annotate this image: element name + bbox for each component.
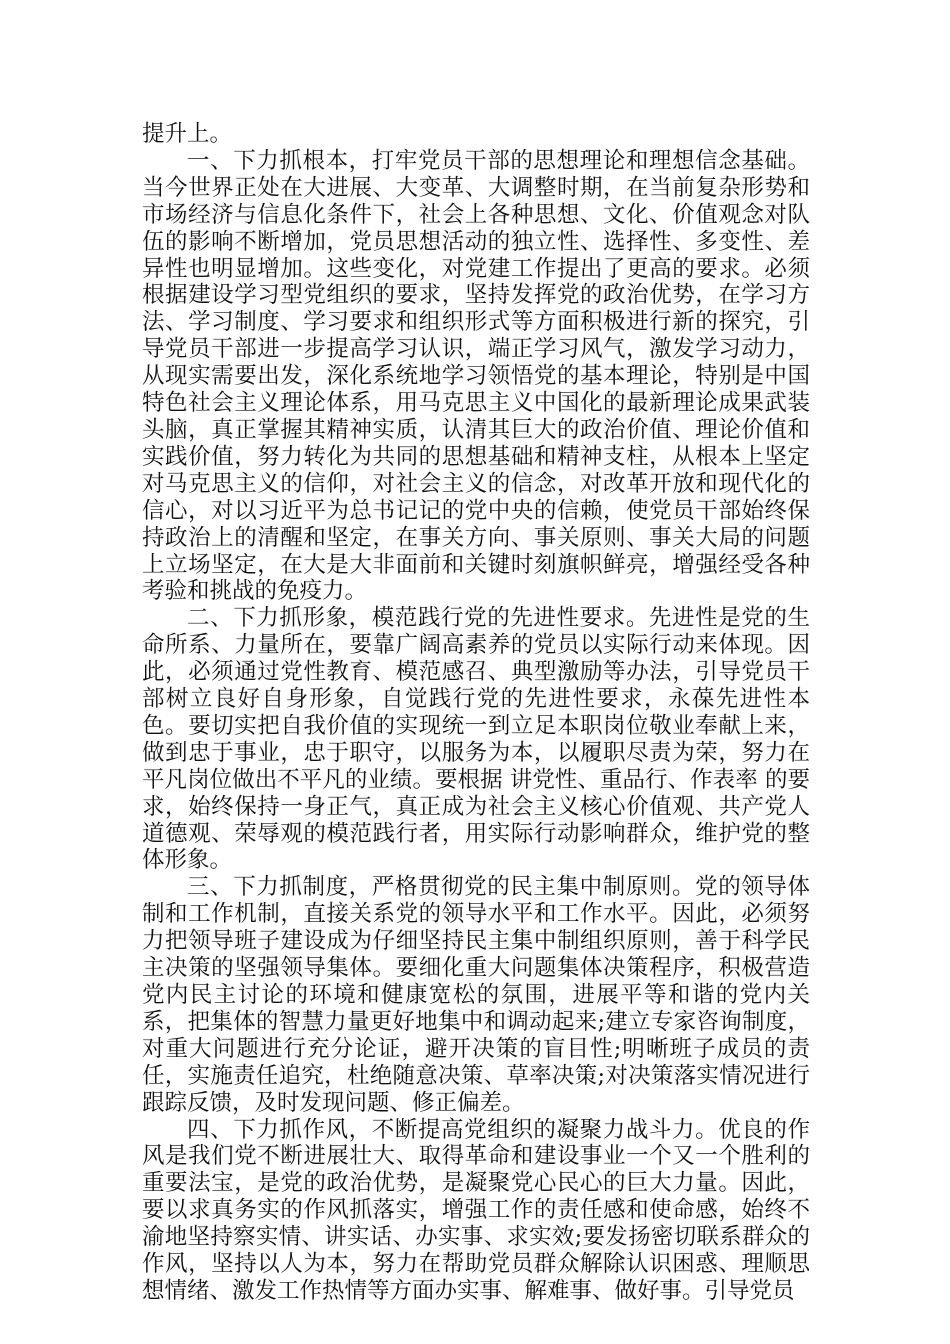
paragraph-section-3: 三、下力抓制度，严格贯彻党的民主集中制原则。党的领导体制和工作机制，直接关系党的领导水平和工作水平。因此，必须努力把领导班子建设成为仔细坚持民主集中制组织原则，善于科学民主决策的坚强领导集体。要细化重大问题集体决策程序，积极营造党内民主讨论的环境和健康宽松的氛围，进展平等和谐的党内关系，把集体的智慧力量更好地集中和调动起来;建立专家咨询制度，对重大问题进行充分论证，避开决策的盲目性;明晰班子成员的责任，实施责任追究，杜绝随意决策、草率决策;对决策落实情况进行跟踪反馈，及时发现问题、修正偏差。	[142, 874, 810, 1116]
paragraph-section-4: 四、下力抓作风，不断提高党组织的凝聚力战斗力。优良的作风是我们党不断进展壮大、取得革命和建设事业一个又一个胜利的重要法宝，是党的政治优势，是凝聚党心民心的巨大力量。因此，要以求真务实的作风抓落实，增强工作的责任感和使命感，始终不渝地坚持察实情、讲实话、办实事、求实效;要发扬密切联系群众的作风，坚持以人为本，努力在帮助党员群众解除认识困惑、理顺思想情绪、激发工作热情等方面办实事、解难事、做好事。引导党员	[142, 1116, 810, 1304]
document-body	[142, 121, 810, 1305]
paragraph-continuation: 提升上。	[142, 121, 233, 147]
paragraph-section-2: 二、下力抓形象，模范践行党的先进性要求。先进性是党的生命所系、力量所在，要靠广阔高素养的党员以实际行动来体现。因此，必须通过党性教育、模范感召、典型激励等办法，引导党员干部树立良好自身形象，自觉践行党的先进性要求，永葆先进性本色。要切实把自我价值的实现统一到立足本职岗位敬业奉献上来，做到忠于事业，忠于职守，以服务为本，以履职尽责为荣，努力在平凡岗位做出不平凡的业绩。要根据 讲党性、重品行、作表率 的要求，始终保持一身正气，真正成为社会主义核心价值观、共产党人道德观、荣辱观的模范践行者，用实际行动影响群众，维护党的整体形象。	[142, 605, 810, 874]
paragraph-section-1: 一、下力抓根本，打牢党员干部的思想理论和理想信念基础。当今世界正处在大进展、大变革、大调整时期，在当前复杂形势和市场经济与信息化条件下，社会上各种思想、文化、价值观念对队伍的影响不断增加，党员思想活动的独立性、选择性、多变性、差异性也明显增加。这些变化，对党建工作提出了更高的要求。必须根据建设学习型党组织的要求，坚持发挥党的政治优势，在学习方法、学习制度、学习要求和组织形式等方面积极进行新的探究，引导党员干部进一步提高学习认识，端正学习风气，激发学习动力，从现实需要出发，深化系统地学习领悟党的基本理论，特别是中国特色社会主义理论体系，用马克思主义中国化的最新理论成果武装头脑，真正掌握其精神实质，认清其巨大的政治价值、理论价值和实践价值，努力转化为共同的思想基础和精神支柱，从根本上坚定对马克思主义的信仰，对社会主义的信念，对改革开放和现代化的信心，对以习近平为总书记记的党中央的信赖，使党员干部始终保持政治上的清醒和坚定，在事关方向、事关原则、事关大局的问题上立场坚定，在大是大非面前和关键时刻旗帜鲜亮，增强经受各种考验和挑战的免疫力。	[142, 147, 810, 605]
